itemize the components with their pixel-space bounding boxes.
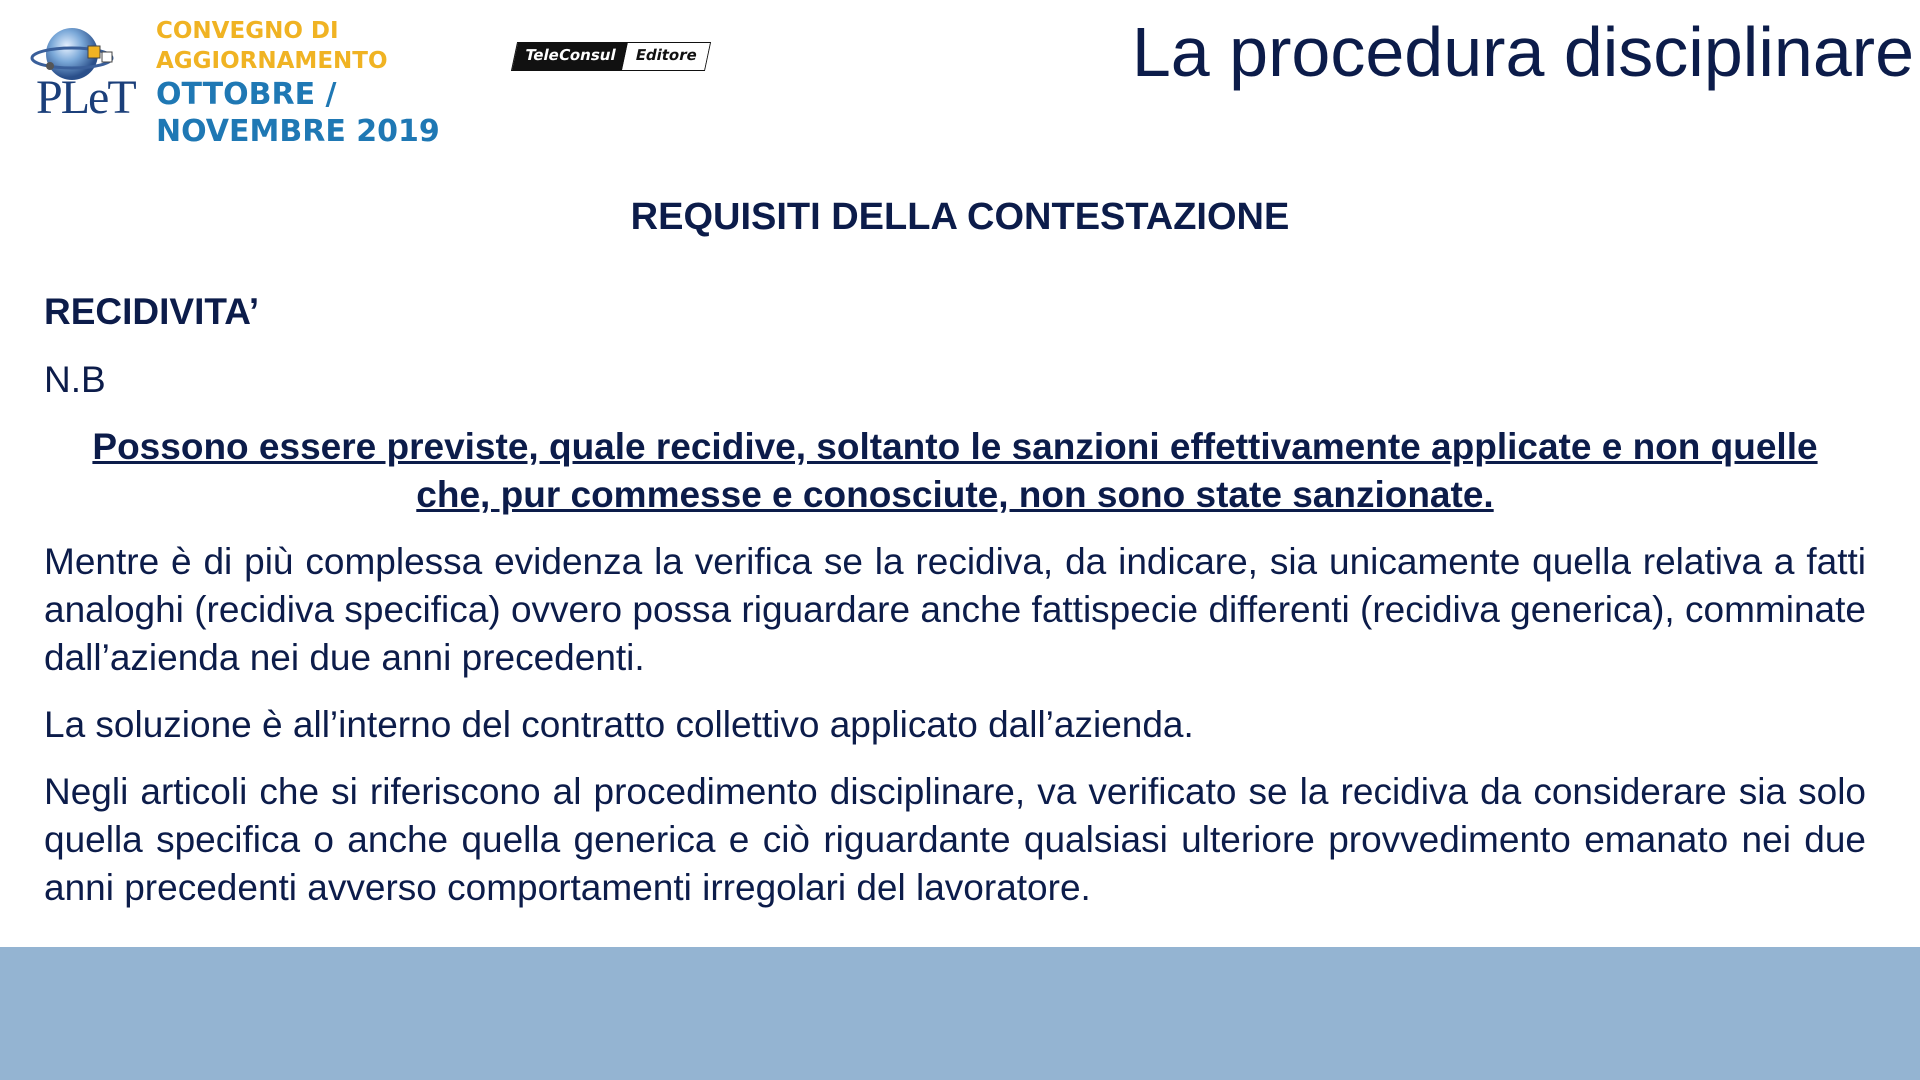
publisher-name: TeleConsul xyxy=(512,43,628,70)
event-line-1: CONVEGNO DI xyxy=(156,18,339,44)
highlighted-note: Possono essere previste, quale recidive, soltanto le sanzioni effettivamente applicate e non quelle che, pur commesse e conosciute, non sono state sanzionate. xyxy=(92,426,1818,515)
paragraph-2: La soluzione è all’interno del contratto collettivo applicato dall’azienda. xyxy=(44,704,1194,745)
event-date-line-2: NOVEMBRE 2019 xyxy=(156,114,440,149)
publisher-label: Editore xyxy=(623,43,710,70)
footer-band xyxy=(0,947,1920,1080)
paragraph-3: Negli articoli che si riferiscono al procedimento disciplinare, va verificato se la recidiva da considerare sia solo quella specifica o anche quella generica e ciò riguardante qualsiasi ulteriore provvedimento emanato nei due anni precedenti avverso comportamenti irregolari del lavoratore. xyxy=(44,771,1866,908)
slide-content xyxy=(44,288,1866,931)
nb-label: N.B xyxy=(44,359,106,400)
event-date-line-1: OTTOBRE / xyxy=(156,77,337,112)
page-title: La procedura disciplinare xyxy=(1131,13,1914,91)
event-info xyxy=(156,16,440,150)
paragraph-1: Mentre è di più complessa evidenza la verifica se la recidiva, da indicare, sia unicamente quella relativa a fatti analoghi (recidiva specifica) ovvero possa riguardare anche fattispecie differenti (recidiva generica), comminate dall’azienda nei due anni precedenti. xyxy=(44,541,1866,678)
section-heading: REQUISITI DELLA CONTESTAZIONE xyxy=(630,196,1290,238)
plet-logo-text: PLeT xyxy=(36,71,135,124)
topic-heading: RECIDIVITA’ xyxy=(44,291,260,332)
publisher-logo xyxy=(511,42,711,71)
event-line-2: AGGIORNAMENTO xyxy=(156,48,388,74)
